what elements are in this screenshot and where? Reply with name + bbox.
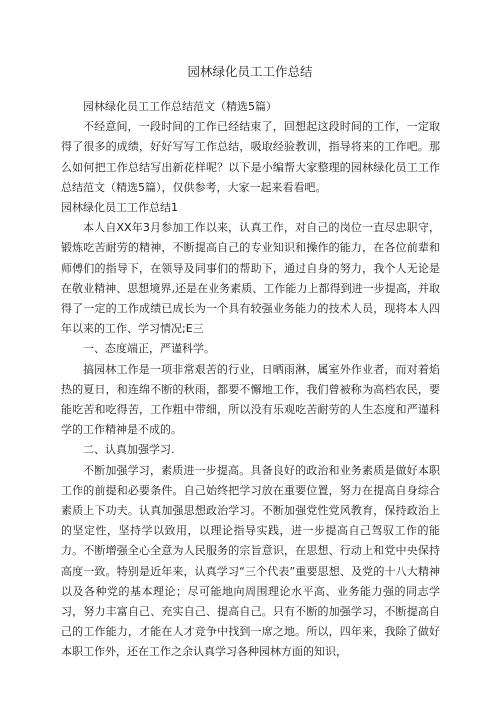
body-paragraph: 搞园林工作是一项非常艰苦的行业，日晒雨淋，属室外作业者，而对着焰热的夏日，和连绵不断的秋雨，都要不懈地工作，我们曾被称为高档农民，要能吃苦和吃得苦，工作粗中带细，所以没有乐观吃苦耐劳的人生态度和严谨科学的工作精神是不成的。 xyxy=(61,362,440,437)
section-heading: 园林绿化员工工作总结1 xyxy=(61,201,178,215)
intro-paragraph: 不经意间，一段时间的工作已经结束了，回想起这段时间的工作，一定取得了很多的成绩，好好写写工作总结，吸取经验教训，指导将来的工作吧。那么如何把工作总结写出新花样呢？以下是小编帮大家整理的园林绿化员工工作总结范文（精选5篇），仅供参考，大家一起来看看吧。 xyxy=(61,120,440,194)
subsection-heading: 一、态度端正，严谨科学。 xyxy=(83,342,215,356)
document-title: 园林绿化员工工作总结 xyxy=(187,64,313,79)
body-paragraph: 本人自XX年3月参加工作以来，认真工作，对自己的岗位一直尽忠职守，锻炼吃苦耐劳的精神，不断提高自己的专业知识和操作的能力，在各位前辈和师傅们的指导下，在领导及同事们的帮助下，通过自身的努力，我个人无论是在敬业精神、思想境界,还是在业务素质、工作能力上都得到进一步提高，并取得了一定的工作成绩已成长为一个具有较强业务能力的技术人员，现将本人四年以来的工作、学习情况;E三 xyxy=(61,221,440,336)
subtitle-paragraph: 园林绿化员工工作总结范文（精选5篇） xyxy=(83,100,277,113)
document-body xyxy=(61,97,440,663)
subsection-heading: 二、认真加强学习. xyxy=(83,443,175,457)
body-paragraph: 不断加强学习，素质进一步提高。具备良好的政治和业务素质是做好本职工作的前提和必要条件。自己始终把学习放在重要位置，努力在提高自身综合素质上下功夫。认真加强思想政治学习。不断加强党性党风教育，保持政治上的坚定性，坚持学以致用，以理论指导实践，进一步提高自己驾驭工作的能力。不断增强全心全意为人民服务的宗旨意识，在思想、行动上和党中央保持高度一致。特别是近年来，认真学习“三个代表”重要思想、及党的十八大精神以及各种党的基本理论；尽可能地向周围理论水平高、业务能力强的同志学习，努力丰富自己、充实自己、提高自己。只有不断的加强学习，不断提高自己的工作能力，才能在人才竞争中找到一席之地。所以，四年来，我除了做好本职工作外，还在工作之余认真学习各种园林方面的知识， xyxy=(61,463,440,659)
